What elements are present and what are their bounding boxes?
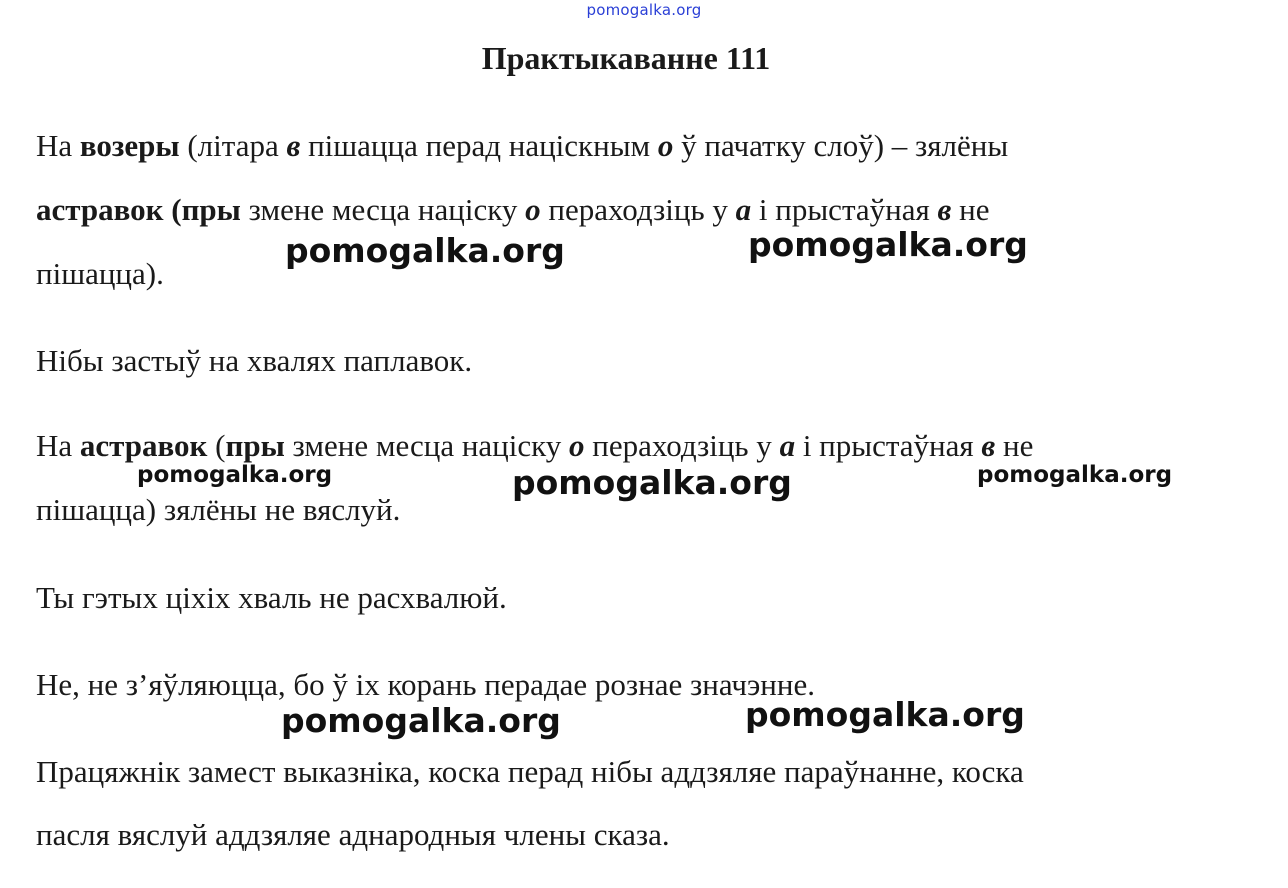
bold-italic-letter: а [735,192,752,227]
bold-word: возеры [79,128,180,163]
text: змене месца націску [284,428,570,463]
watermark: pomogalka.org [512,463,792,502]
bold-italic-letter: о [525,192,541,227]
text: пераходзіць у [584,428,780,463]
text: не [951,192,990,227]
paragraph-4: Ты гэтых ціхіх хваль не расхвалюй. [36,580,507,615]
paragraph-1-line-3: пішацца). [36,256,164,291]
bold-word: астравок [79,428,208,463]
watermark: pomogalka.org [137,462,333,488]
paragraph-6-line-1: Працяжнік замест выказніка, коска перад нібы аддзяляе параўнанне, коска [36,754,1024,789]
text: ( [207,428,226,463]
text: пераходзіць у [540,192,736,227]
paragraph-1-line-2 [36,192,989,228]
bold-italic-letter: а [779,428,796,463]
bold-italic-letter: о [569,428,585,463]
text: і прыстаўная [751,192,938,227]
bold-word: пры [225,428,285,463]
text: ў пачатку слоў) – зялёны [673,128,1009,163]
bold-italic-letter: о [657,128,674,163]
watermark: pomogalka.org [285,231,565,270]
text: змене месца націску [240,192,526,227]
text: На [36,128,80,163]
paragraph-1-line-1 [36,128,1008,164]
watermark: pomogalka.org [745,695,1025,734]
text: На [36,428,80,463]
watermark: pomogalka.org [748,225,1028,264]
bold-italic-letter: в [981,428,996,463]
paragraph-3-line-1 [36,428,1033,464]
text: пішацца перад націскным [300,128,658,163]
watermark: pomogalka.org [977,462,1173,488]
watermark: pomogalka.org [281,701,561,740]
bold-italic-letter: в [937,192,952,227]
paragraph-5: Не, не з’яўляюцца, бо ў іх корань перадае рознае значэнне. [36,667,815,702]
paragraph-6-line-2: пасля вяслуй аддзяляе аднародныя члены сказа. [36,817,670,852]
paragraph-3-line-2: пішацца) зялёны не вяслуй. [36,492,401,527]
bold-word: астравок (пры [36,192,241,227]
bold-italic-letter: в [286,128,301,163]
text: і прыстаўная [795,428,982,463]
paragraph-2: Нібы застыў на хвалях паплавок. [36,343,473,378]
text: (літара [179,128,287,163]
text: не [995,428,1034,463]
top-watermark: pomogalka.org [586,1,702,19]
page-title: Практыкаванне 111 [481,40,771,76]
